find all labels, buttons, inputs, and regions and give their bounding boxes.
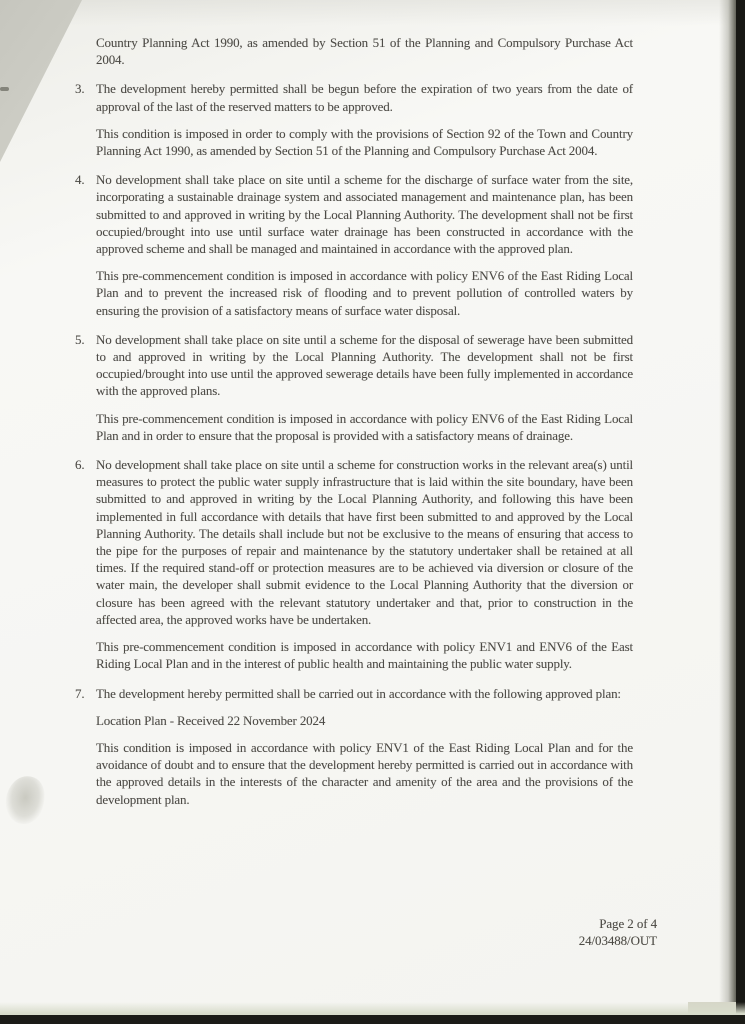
condition-number: 6. [75,457,85,473]
condition-body [96,331,633,444]
condition-text: No development shall take place on site until a scheme for the discharge of surface water from the site, incorporating a sustainable drainage system and associated management and maintenance plan, has been submitted to and approved in writing by the Local Planning Authority. The development shall not be first occupied/brought into use until surface water drainage has been constructed in accordance with the approved scheme and shall be managed and maintained in accordance with the approved plan. [96,172,633,257]
document-content [75,34,633,808]
condition-reason: This pre-commencement condition is imposed in accordance with policy ENV6 of the East Riding Local Plan and in order to ensure that the proposal is provided with a satisfactory means of drainage. [96,410,633,443]
page-number: Page 2 of 4 [599,916,657,931]
scan-smudge-artifact [3,774,47,827]
condition-item-7 [75,685,633,808]
approved-plan-line: Location Plan - Received 22 November 2024 [96,712,326,728]
scan-bottom-dark-band [0,1015,745,1024]
condition-text: The development hereby permitted shall be carried out in accordance with the following approved plan: [96,685,621,701]
condition-reason: This pre-commencement condition is imposed in accordance with policy ENV1 and ENV6 of the East Riding Local Plan and in the interest of public health and maintaining the public water supply. [96,639,633,672]
condition-item-6 [75,456,633,672]
condition-text: The development hereby permitted shall be begun before the expiration of two years from the date of approval of the last of the reserved matters to be approved. [96,81,633,114]
condition-item-5 [75,331,633,444]
condition-item-3 [75,80,633,159]
condition-text: No development shall take place on site until a scheme for the disposal of sewerage have been submitted to and approved in writing by the Local Planning Authority. The development shall not be first occupied/brought into use until the approved sewerage details have been fully implemented in accordance with the approved plans. [96,331,633,399]
scan-bottom-fade [0,1002,745,1015]
scan-corner-fold-artifact [0,0,82,162]
scan-top-shadow [0,0,745,26]
condition-item-4 [75,171,633,319]
condition-body [96,685,633,808]
application-reference: 24/03488/OUT [578,932,657,948]
scan-right-edge-dark-band [736,0,745,1024]
condition-number: 3. [75,81,85,97]
condition-body [96,80,633,159]
condition-number: 7. [75,685,85,701]
condition-reason: This condition is imposed in accordance with policy ENV1 of the East Riding Local Plan and for the avoidance of doubt and to ensure that the development hereby permitted is carried out in accordance with the approved details in the interests of the character and amenity of the area and the provisions of the development plan. [96,739,633,807]
condition-body [96,171,633,319]
scan-left-edge-mark [0,87,9,91]
condition-reason: This condition is imposed in order to comply with the provisions of Section 92 of the Town and Country Planning Act 1990, as amended by Section 51 of the Planning and Compulsory Purchase Act 2004. [96,125,633,159]
condition-number: 5. [75,331,85,347]
page-footer [579,916,657,949]
condition-text: No development shall take place on site until a scheme for construction works in the relevant area(s) until measures to protect the public water supply infrastructure that is laid within the site boundary, have been submitted to and approved in writing by the Local Planning Authority, and following this have been implemented in full accordance with details that have first been submitted to and approved by the Local Planning Authority. The details shall include but not be exclusive to the means of ensuring that access to the pipe for the purposes of repair and maintenance by the statutory undertaker shall be retained at all times. If the required stand-off or protection measures are to be achieved via diversion or closure of the water main, the developer shall submit evidence to the Local Planning Authority that the diversion or closure has been agreed with the relevant statutory undertaker and that, prior to construction in the affected area, the approved works have be undertaken. [96,457,633,627]
condition-number: 4. [75,172,85,188]
condition-reason: This pre-commencement condition is imposed in accordance with policy ENV6 of the East Riding Local Plan and to prevent the increased risk of flooding and to prevent pollution of controlled waters by ensuring the provision of a satisfactory means of surface water disposal. [96,268,633,318]
condition-body [96,456,633,672]
continuation-paragraph: Country Planning Act 1990, as amended by Section 51 of the Planning and Compulsory Purchase Act 2004. [96,35,633,68]
